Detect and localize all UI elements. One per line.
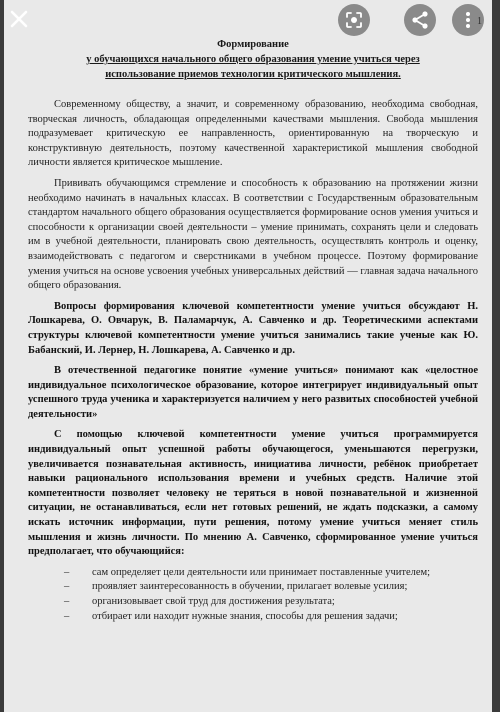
close-icon — [8, 8, 30, 30]
list-item — [64, 610, 478, 625]
dash-marker: – — [64, 596, 70, 607]
document-body — [28, 98, 478, 624]
more-vertical-icon — [458, 10, 478, 30]
list-item-text: сам определяет цели деятельности или принимает поставленные учителем; — [92, 566, 431, 578]
list-item — [64, 595, 478, 610]
title-line-2: у обучающихся начального общего образования умение учиться через — [86, 54, 420, 65]
lens-button[interactable] — [338, 4, 370, 36]
share-button[interactable] — [404, 4, 436, 36]
bullet-list — [64, 566, 478, 624]
dash-marker: – — [64, 566, 70, 578]
dash-marker: – — [64, 581, 70, 593]
paragraph: Прививать обучающимся стремление и способность к образованию на протяжении жизни необходимо начинать в начальных классах. В соответствии с Государственным образовательным стандартом начального общего образования осуществляется формирование основ умения учиться и способности к организации своей деятельности – умение принимать, сохранять цели и следовать им в учебной деятельности, планировать свою деятельность, осуществлять контроль и оценку, взаимодействовать с педагогом и сверстниками в учебном процессе. Поэтому формирование умения учиться на основе усвоения учебных универсальных действий — главная задача начального общего образования. — [28, 177, 478, 292]
title-line-1: Формирование — [217, 39, 289, 50]
lens-icon — [344, 10, 364, 30]
list-item-text: отбирает или находит нужные знания, способы для решения задачи; — [92, 610, 398, 622]
paragraph: Вопросы формирования ключевой компетентности умение учиться обсуждают Н. Лошкарева, О. Овчарук, В. Паламарчук, А. Савченко и др. Теоретическими аспектами структуры ключевой компетентности умение учиться занимались такие ученые как Ю. Бабанский, И. Лернер, Н. Лошкарева, А. Савченко и др. — [28, 300, 478, 356]
paragraph: С помощью ключевой компетентности умение учиться программируется индивидуальный опыт успешной работы обучающегося, уменьшаются перегрузки, увеличивается познавательная активность, инициатива личности, ребёнок приобретает навыки рационального использования времени и учебных средств. Наличие этой компетентности позволяет человеку не теряться в новой познавательной и жизненной ситуации, не останавливаться, если нет готовых решений, не ждать подсказки, а самому искать источник информации, пути решения, потому умение учиться меняет стиль мышления и жизнь личности. По мнению А. Савченко, сформированное умение учиться предполагает, что обучающийся: — [28, 429, 478, 558]
share-icon — [410, 10, 430, 30]
paragraph: Современному обществу, а значит, и современному образованию, необходима свободная, творческая личность, обладающая определенными качествами мышления. Свобода мышления подразумевает критическую ее направленность, ориентированную на творческую и конструктивную деятельность, поэтому качественной характеристикой мышления свободной личности является критическое мышление. — [28, 99, 478, 169]
document-page — [4, 0, 492, 712]
list-item-text: проявляет заинтересованность в обучении, прилагает волевые усилия; — [92, 581, 408, 593]
paragraph: В отечественной педагогике понятие «умение учиться» понимают как «целостное индивидуальное психологическое образование, которое интегрирует индивидуальный опыт успешного труда ученика и характеризуется наличием у него развитых способностей учебной деятельности» — [28, 365, 478, 420]
dash-marker: – — [64, 610, 70, 622]
list-item — [64, 566, 478, 581]
title-line-3: использование приемов технологии критического мышления. — [105, 69, 401, 80]
list-item — [64, 580, 478, 595]
close-button[interactable] — [2, 2, 36, 36]
document-title — [44, 37, 462, 82]
list-item-text: организовывает свой труд для достижения результата; — [92, 596, 335, 607]
more-options-button[interactable] — [452, 4, 484, 36]
